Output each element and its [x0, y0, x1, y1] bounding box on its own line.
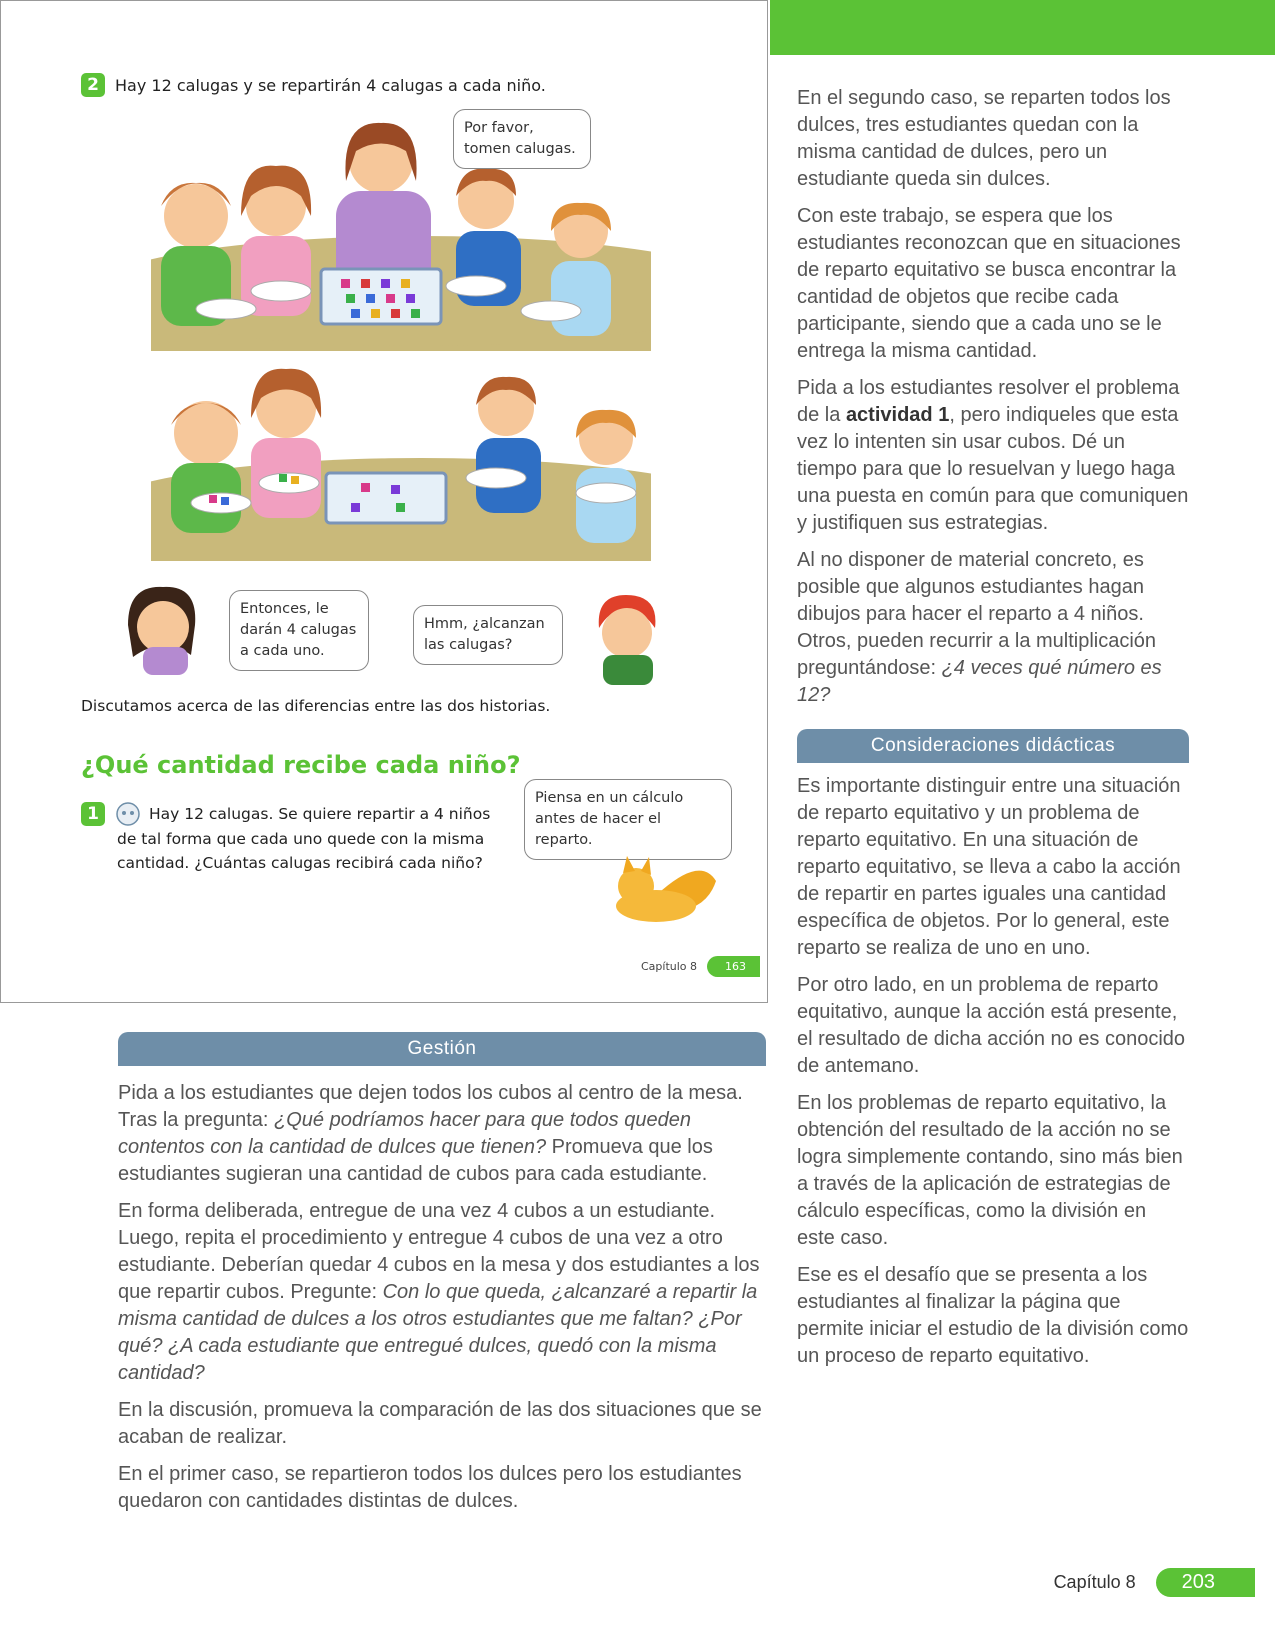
consideraciones-paragraph-4: Ese es el desafío que se presenta a los estudiantes al finalizar la página que permite iniciar el estudio de la división como un proceso de reparto equitativo.: [797, 1264, 1189, 1367]
page-footer: [1054, 1568, 1255, 1597]
consideraciones-paragraph-1: Es importante distinguir entre una situación de reparto equitativo y un problema de reparto equitativo. En una situación de reparto equitativo, se lleva a cabo la acción de repartir en partes iguales una cantidad específica de objetos. Por lo general, este reparto se realiza de uno en uno.: [797, 775, 1181, 959]
activity-number: 1: [81, 802, 105, 826]
gestion-paragraph-3: En la discusión, promueva la comparación de las dos situaciones que se acaban de realizar.: [118, 1399, 762, 1448]
header-green-bar: [770, 0, 1275, 55]
discussion-prompt: Discutamos acerca de las diferencias entre las dos historias.: [81, 697, 551, 715]
right-column: [797, 85, 1189, 1380]
speech-bubble-fox: Piensa en un cálculo antes de hacer el reparto.: [524, 779, 732, 860]
speech-bubble-teacher: Por favor, tomen calugas.: [453, 109, 591, 169]
problem-number: 2: [81, 73, 105, 97]
problem-2: [81, 73, 546, 97]
scene-illustration-2: [151, 363, 651, 561]
consideraciones-header: Consideraciones didácticas: [797, 729, 1189, 763]
right-paragraph-3: Pida a los estudiantes resolver el problema de la actividad 1, pero indiqueles que esta vez lo intenten sin usar cubos. Dé un tiempo para que lo resuelvan y luego haga una puesta en común para que comuniquen y justifiquen sus estrategias.: [797, 377, 1189, 534]
consideraciones-paragraph-3: En los problemas de reparto equitativo, la obtención del resultado de la acción no se logra simplemente contando, sino más bien a través de la aplicación de estrategias de cálculo específicas, como la división en este caso.: [797, 1092, 1183, 1249]
chapter-label: Capítulo 8: [1053, 1572, 1136, 1592]
gestion-header: Gestión: [118, 1032, 766, 1066]
consideraciones-paragraph-2: Por otro lado, en un problema de reparto equitativo, aunque la acción está presente, el resultado de dicha acción no es conocido de antemano.: [797, 974, 1186, 1077]
activity-text-line1: Hay 12 calugas. Se quiere repartir a 4 niños: [149, 805, 491, 823]
gestion-paragraph-1: Pida a los estudiantes que dejen todos los cubos al centro de la mesa. Tras la pregunta: ¿Qué podríamos hacer para que todos queden contentos con la cantidad de dulces que tienen? Promueva que los estudiantes sugieran una cantidad de cubos para cada estudiante.: [118, 1082, 743, 1185]
page-number: 203: [1156, 1568, 1255, 1597]
gestion-section: [118, 1032, 766, 1525]
speech-bubble-girl: Entonces, le darán 4 calugas a cada uno.: [229, 590, 369, 671]
student-page-number: 163: [707, 956, 760, 977]
activity-text-rest: de tal forma que cada uno quede con la misma cantidad. ¿Cuántas calugas recibirá cada niño?: [117, 830, 485, 872]
student-footer: [641, 956, 760, 977]
gestion-paragraph-2: En forma deliberada, entregue de una vez 4 cubos a un estudiante. Luego, repita el procedimiento y entregue 4 cubos de una vez a otro estudiante. Deberían quedar 4 cubos en la mesa y dos estudiantes a los que repartir cubos. Pregunte: Con lo que queda, ¿alcanzaré a repartir la misma cantidad de dulces a los otros estudiantes que me faltan? ¿Por qué? ¿A cada estudiante que entregué dulces, quedó con la misma cantidad?: [118, 1200, 760, 1384]
problem-text: Hay 12 calugas y se repartirán 4 calugas a cada niño.: [115, 75, 546, 95]
gestion-paragraph-4: En el primer caso, se repartieron todos los dulces pero los estudiantes quedaron con cantidades distintas de dulces.: [118, 1463, 742, 1512]
activity-1: [81, 801, 521, 875]
right-paragraph-4: Al no disponer de material concreto, es posible que algunos estudiantes hagan dibujos para hacer el reparto a 4 niños. Otros, pueden recurrir a la multiplicación preguntándose: ¿4 veces qué número es 12?: [797, 549, 1162, 706]
section-subtitle: ¿Qué cantidad recibe cada niño?: [81, 751, 521, 779]
student-page: [0, 0, 768, 1003]
girl-character: [123, 585, 203, 675]
fox-character: [601, 851, 721, 931]
right-paragraph-1: En el segundo caso, se reparten todos los dulces, tres estudiantes quedan con la misma cantidad de dulces, pero un estudiante queda sin dulces.: [797, 87, 1171, 190]
boy-character: [591, 593, 661, 685]
speech-bubble-boy: Hmm, ¿alcanzan las calugas?: [413, 605, 563, 665]
right-paragraph-2: Con este trabajo, se espera que los estudiantes reconozcan que en situaciones de reparto equitativo se busca encontrar la cantidad de objetos que recibe cada participante, siendo que a cada uno se le entrega la misma cantidad.: [797, 205, 1181, 362]
student-chapter-label: Capítulo 8: [641, 960, 698, 973]
thinking-icon: [115, 801, 141, 827]
